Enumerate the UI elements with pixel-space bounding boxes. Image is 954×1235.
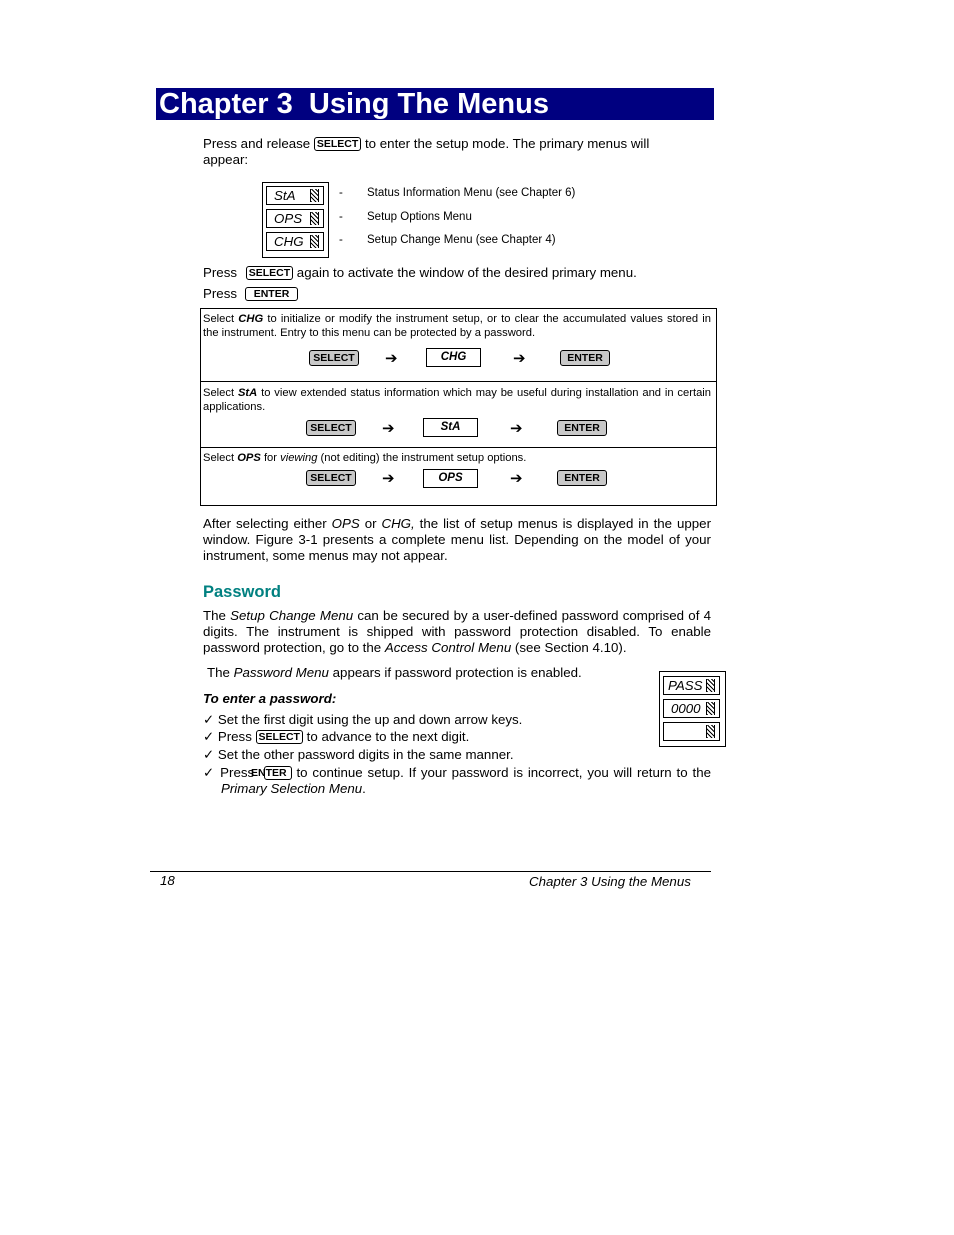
step-2: ✓ Press SELECT to advance to the next digit.	[203, 729, 470, 744]
table-row-chg-text: Select CHG to initialize or modify the instrument setup, or to clear the accumulated values stored in the instrument. Entry to this menu can be protected by a password.	[203, 313, 712, 339]
table-row-ops-text: Select OPS for viewing (not editing) the instrument setup options.	[203, 452, 527, 464]
menu-desc-chg: Setup Change Menu (see Chapter 4)	[367, 234, 556, 246]
arrow-icon: ➔	[382, 470, 395, 487]
display-sta: StA	[423, 418, 478, 437]
scroll-icon	[310, 212, 319, 225]
scroll-icon	[310, 235, 319, 248]
table-divider	[201, 381, 716, 382]
enter-key: ENTER	[557, 420, 607, 436]
password-menu-paragraph: The Password Menu appears if password protection is enabled.	[207, 665, 582, 680]
intro-text-pre: Press and release	[203, 136, 314, 151]
arrow-icon: ➔	[385, 350, 398, 367]
press-enter-pre: Press	[203, 286, 241, 301]
step-3: ✓ Set the other password digits in the same manner.	[203, 747, 514, 762]
arrow-icon: ➔	[510, 470, 523, 487]
press-again-pre: Press	[203, 265, 241, 280]
ops-code: OPS	[237, 452, 261, 464]
display-chg: CHG	[426, 348, 481, 367]
chg-code: CHG	[238, 313, 264, 325]
check-icon: ✓	[203, 729, 215, 744]
menu-dash: -	[339, 211, 343, 223]
display-0000: 0000	[663, 699, 720, 718]
select-key: SELECT	[306, 470, 356, 486]
menu-display-chg: CHG	[266, 232, 324, 251]
step-1: ✓ Set the first digit using the up and down arrow keys.	[203, 712, 523, 727]
select-key: SELECT	[246, 266, 293, 280]
menu-dash: -	[339, 187, 343, 199]
password-heading: Password	[203, 583, 281, 601]
page-number: 18	[160, 873, 175, 888]
display-pass: PASS	[663, 676, 720, 695]
select-key: SELECT	[314, 137, 361, 151]
check-icon: ✓	[203, 747, 215, 762]
check-icon: ✓	[203, 765, 216, 780]
footer-rule	[150, 871, 711, 872]
menu-desc-sta: Status Information Menu (see Chapter 6)	[367, 187, 576, 199]
step-4: ✓ Press ENTER to continue setup. If your password is incorrect, you will return to the Primary Selection Menu.	[203, 765, 711, 796]
scroll-icon	[706, 702, 715, 715]
scroll-icon	[706, 679, 715, 692]
scroll-icon	[706, 725, 715, 738]
select-key: SELECT	[309, 350, 359, 366]
check-icon: ✓	[203, 712, 215, 727]
display-blank	[663, 722, 720, 741]
menu-display-ops: OPS	[266, 209, 324, 228]
menu-dash: -	[339, 234, 343, 246]
select-key: SELECT	[256, 730, 303, 744]
chapter-title: Chapter 3 Using The Menus	[156, 88, 714, 120]
password-paragraph: The Setup Change Menu can be secured by a user-defined password comprised of 4 digits. The instrument is shipped with password protection disabled. To enable password protection, go to the Access Control Menu (see Section 4.10).	[203, 608, 711, 655]
table-divider	[201, 447, 716, 448]
arrow-icon: ➔	[382, 420, 395, 437]
table-row-sta-text: Select StA to view extended status information which may be useful during installation and in certain applications.	[203, 387, 712, 413]
intro-paragraph	[203, 136, 693, 168]
menu-desc-ops: Setup Options Menu	[367, 211, 472, 223]
press-enter-line	[203, 286, 298, 302]
password-subheading: To enter a password:	[203, 691, 337, 706]
enter-key: ENTER	[557, 470, 607, 486]
footer-chapter: Chapter 3 Using the Menus	[529, 874, 691, 889]
enter-key: ENTER	[264, 766, 292, 780]
intro-text-post: to enter the setup mode. The primary menus will appear:	[203, 136, 650, 167]
display-ops: OPS	[423, 469, 478, 488]
enter-key: ENTER	[560, 350, 610, 366]
scroll-icon	[310, 189, 319, 202]
after-selecting-paragraph: After selecting either OPS or CHG, the list of setup menus is displayed in the upper window. Figure 3-1 presents a complete menu list. Depending on the model of your instrument, some menus may not appear.	[203, 516, 712, 563]
press-again-line	[203, 265, 637, 281]
sta-code: StA	[237, 387, 258, 399]
arrow-icon: ➔	[510, 420, 523, 437]
select-key: SELECT	[306, 420, 356, 436]
menu-display-sta: StA	[266, 186, 324, 205]
press-again-post: again to activate the window of the desired primary menu.	[293, 265, 637, 280]
enter-key: ENTER	[245, 287, 299, 301]
arrow-icon: ➔	[513, 350, 526, 367]
